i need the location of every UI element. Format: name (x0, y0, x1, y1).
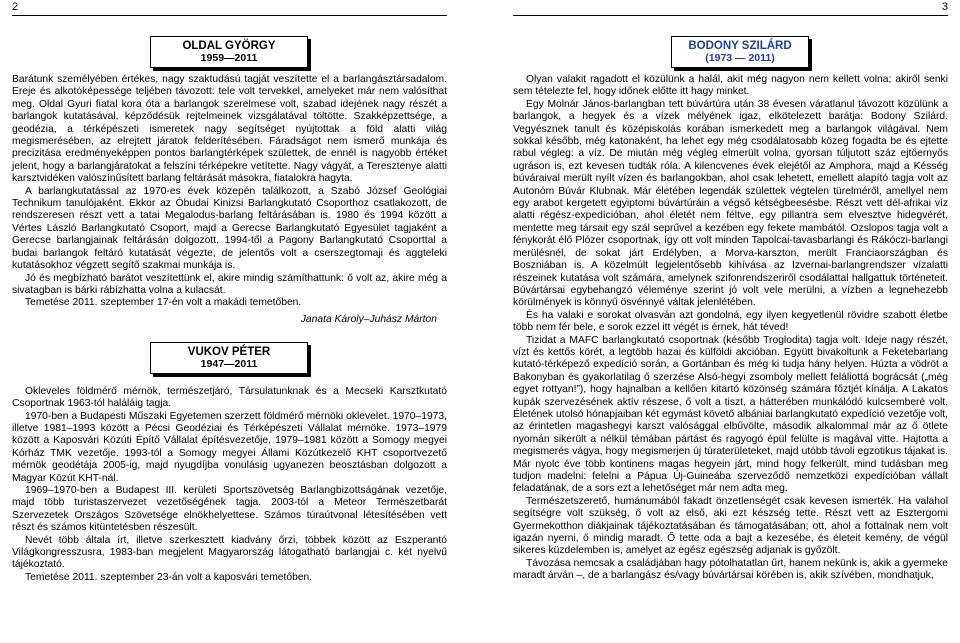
oldal-paragraph: Temetése 2011. szeptember 17-én volt a makádi temetőben. (25, 297, 302, 309)
vukov-paragraph: Okleveles földmérő mérnök, természetjáró, Társulatunknak és a Mecseki Karsztkutató Csoportnak 1963-tól haláláig tagja. (12, 385, 447, 410)
vukov-name: VUKOV PÉTER (187, 345, 271, 358)
vukov-obituary-header (150, 342, 308, 374)
bodony-paragraph: Tizidat a MAFC barlangkutató csoportnak (később Troglodita) tagja volt. Ideje nagy részét, vízt és kettős körét, a legtöbb hazai és külföldi akcióban. Együtt bivakoltunk a Feketebarlang kutató-térképező expedíció során, a Gortánban és még ki tudja hány helyen. Húzta a vödröt a Bakonyban és gyakorlatilag ő szerzése Alsó-hegyi zsomboly mellett feláliottá bográcsát („még egyet rottyan!”), hogy hajnalban a kellően kitartó közönség számára főztjét kínálja. A Lakatos kupák szervezésének aktív részese, ő volt a tiszt, a hátterében munkálódó kulcsemberé volt. Életének utolsó hónapjaiban két egymást követő albániai barlangkutató expedíció vezetője volt, az érintetlen magashegyi karszt valósággal elbűvölte, második alkalommal már az ő ötlete nyomán sikerült a nélkül témában pártást és ragyogó épül felülte is magával vitte. Hajtotta a megismerés vágya, hogy megismerjen új túraterületeket, majd utóbb távoli egzotikus tájakat is. Már nyolc éve több kontinens magas hegyein járt, mind hogy felkerült, mind tudásban meg tudjon madelni: felelni a Pápua Új-Guineába szerveződő nemzetközi expedícióban vállalt feladatának, de a sors ezt a lehetőséget már nem adta meg. (513, 334, 948, 495)
bodony-obituary-header (671, 36, 809, 68)
vukov-paragraph: Nevét több általa írt, illetve szerkesztett kiadvány őrzi, többek között az Eszperantó Világkongresszusra, 1983-ban megjelent Magyarország látogatható barlangjai c. két nyelvű tájékoztató. (12, 534, 447, 571)
bodony-paragraph: Távozása nemcsak a családjában hagy pótolhatatlan űrt, hanem nekünk is, akik a gyermeke maradt árván –, de a barlangász és/vagy búvártársai körében is, akik szívében, mondhatjuk, (513, 557, 948, 582)
oldal-obituary-header (150, 36, 308, 68)
oldal-signature: Janata Károly–Juhász Márton (300, 313, 437, 325)
vukov-paragraph: 1970-ben a Budapesti Műszaki Egyetemen szerzett földmérő mérnöki oklevelet. 1970–1973, illetve 1981–1993 között a Pécsi Geodéziai és Térképészeti Vállalat mérnöke. 1973–1979 között a Kaposvári Közúti Építő Vállalat építésvezetője, 1979–1981 között a Somogy megyei Kórház TMK vezetője. 1993-tól a Somogy megyei Állami Közútkezelő KHT csoportvezető mérnök geodétája 2005-ig, majd nyugdíjba vonulásig ugyanezen beosztásban dolgozott a Magyar Közút KHT-nál. (12, 410, 447, 484)
vukov-dates: 1947—2011 (200, 357, 258, 370)
bodony-paragraph: És ha valaki e sorokat olvasván azt gondolná, egy ilyen kegyetlenül rövidre szabott életbe több nem fér bele, e sorok ezzel itt végét is érnek, hát téved! (513, 309, 948, 334)
bodony-name: BODONY SZILÁRD (688, 40, 792, 52)
bodony-dates: (1973 — 2011) (705, 52, 775, 64)
bodony-paragraph: Egy Molnár János-barlangban tett búvártúra után 38 évesen váratlanul távozott közülünk a barlangok, a hegyek és a vízek mélyének igaz, elkötelezett barátja: Bodony Szilárd. Vegyésznek tanult és középiskolás korában ismerkedett meg a barlangok világával. Nem sokkal később, még katonaként, ha lehet egy még csodálatosabb közeg fogadta be és ejtette rabul végleg: a víz. De miután még végleg elmerült volna, gyorsan túljutott száz ejtőernyős ugráson is, ezt kevesen tudták róla. A kilencvenes évek elejétől az Amphora, majd a Késség búváraival merült nyílt vízen és barlangokban, ahol csak lehetett, emellett alapító tagja volt az Autonóm Búvár Klubnak. Már életében legendák születtek végtelen türelméről, amellyel nem egy arabot kergetett egyiptomi búvártúráin a végső kétségbeesésbe. Részt vett dél-afrikai víz alatti régész-expedícióban, ahol életét nem féltve, egy pillantra sem elvesztve hidegvérét, mentette meg társait egy szál seprűvel a kezében egy fekete mambától. Ozslopos tagja volt a fénykorát élő Plózer csoportnak, így ott volt minden Tapolcai-tavasbarlangi és Rákóczi-barlangi merülésnél, de sokat járt Erdélyben, a Morva-karszton, merült Franciaországban és Boszniában is. A közelmúlt legjelentősebb kihívása az Izvernai-barlangrendszer vízalatti részeinek kutatása volt számára, amelynek szifonrendszeriről csodálattal hallgattuk történeteit. Búvártársai egybehangzó véleménye szerint jó volt vele merülni, a vízben a legnehezebb körülmények is könnyű ösvénnyé váltak jelenlétében. (513, 98, 948, 309)
oldal-paragraph: A barlangkutatással az 1970-es évek közepén találkozott, a Szabó József Geológiai Technikum tanulójaként. Ekkor az Óbudai Kinizsi Barlangkutató Csoporthoz csatlakozott, de rendszeresen részt vett a tatai Megalodus-barlang feltárásában is. 1980 és 1994 között a Vértes László Barlangkutató Csoport, majd a Gerecse Barlangkutató Egyesület tagjaként a Gerecse barlangjainak feltárásán dolgozott. 1994-től a Pagony Barlangkutató Csoporttal a budai barlangok feltáró kutatását végezte, de jelentős volt a cserszegtomaji és aggteleki kutatásokhoz végzett segítő szakmai munkája is. (12, 185, 447, 272)
left-column (12, 36, 447, 584)
oldal-paragraph: Barátunk személyében értékes, nagy szaktudású tagját veszítette el a barlangásztársadalom. Ereje és alkotóképessége teljében távozott: tele volt tervekkel, amelyeket már nem valósíthat meg. Oldal Gyuri fiatal kora óta a barlangok szerelmese volt, szabad idejének nagy részét a barlangok kutatásával, képződésük rejtelmeinek vizsgálatával töltötte. Szakképzettsége, a geodézia, a térképészeti ismeretek nagy segítséget nyújtottak a föld alatti világ megismerésében, az elrejtett járatok felderítésében. Fáradságot nem ismerő munkája és precizitása eredményeképpen pontos barlangtérképek születtek, de ennél is nagyobb értéket jelent, hogy a barlangjáratokat a felszíni térképekre vetítette. Nagy vágyát, a Teresztenye alatti karsztvidéken valószínűsített barlang feltárását másokra, fiatalokra hagyta. (12, 74, 447, 185)
page-number-right: 3 (941, 1, 948, 13)
right-column (513, 36, 948, 583)
page-number-left: 2 (12, 1, 19, 13)
bodony-paragraph: Olyan valakit ragadott el közülünk a halál, akit még nagyon nem kellett volna; akiről senki sem tételezte fel, hogy időnek előtte itt hagy minket. (513, 74, 948, 98)
oldal-dates: 1959—2011 (200, 52, 258, 64)
vukov-paragraph: Temetése 2011. szeptember 23-án volt a kaposvári temetőben. (25, 571, 313, 583)
oldal-name: OLDAL GYÖRGY (182, 40, 276, 52)
header-rule-right (513, 15, 948, 16)
vukov-paragraph: 1969–1970-ben a Budapest III. kerületi Sportszövetség Barlangbizottságának vezetője, majd több turistaszervezet vezetőségének tagja. 2003-tól a Meteor Természetbarát Szervezetek Országos Szövetsége elnökhelyettese. Számos túraútvonal létesítésében vett részt és számos kitüntetésben részesült. (12, 484, 447, 534)
bodony-paragraph: Természetszerető, humánumából fakadt önzetlenségét csak kevesen ismerték. Ha valahol segítségre volt szükség, ő volt az első, aki ezt készség tette. Részt vett az Esztergomi Gyermekotthon diákjainak tájékoztatásában és támogatásában; ott, ahol a fottalnak nem volt igazán nyerni, ő mindig maradt. Ő tette oda a bajt a kezesébe, és életeit kemény, de végül sikeres küzdelemben is, amelyet az egész egészség adjanak is győzölt. (513, 495, 948, 557)
header-rule-left (12, 15, 447, 16)
oldal-paragraph: Jó és megbízható barátot veszítettünk el, akire mindig számíthattunk: ő volt az, akire még a sivatagban is bárki rábízhatta volna a kulacsát. (12, 272, 447, 296)
